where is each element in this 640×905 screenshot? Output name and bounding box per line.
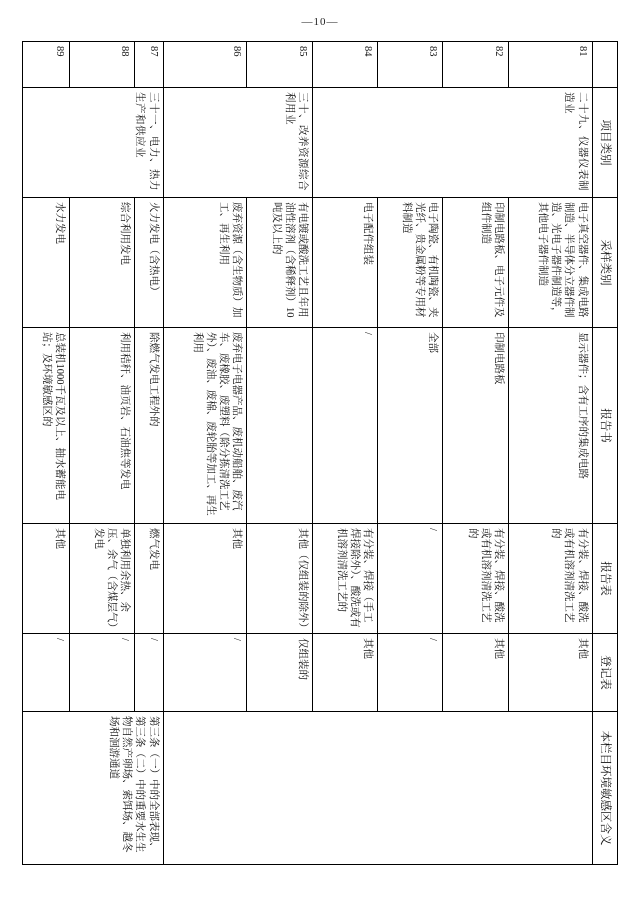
row-number: 87 [135,42,163,88]
report-form-cell: / [378,524,443,634]
row-number: 89 [23,42,70,88]
header-report-book: 报告书 [592,328,617,524]
report-book-cell: 印制电路板 [443,328,508,524]
sampling-category-cell: 电子陶瓷、有机陶瓷、夹光纤、贵金属粉等专用材料制造 [378,198,443,328]
document-table-wrapper [22,41,618,864]
registration-cell: 其他 [312,634,377,712]
report-book-cell: 总装机1000千瓦及以上、抽水蓄能电站；及环境敏感区的 [23,328,70,524]
row-number: 83 [378,42,443,88]
report-book-cell: 全部 [378,328,443,524]
header-registration-form: 登记表 [592,634,617,712]
report-book-cell [247,328,312,524]
report-form-cell: 有分装、焊接、酸洗或有机溶剂清洗工艺的 [443,524,508,634]
project-category-cell: 三十、改养资源综合利用业 [163,88,312,198]
sampling-category-cell: 火力发电（含热电） [135,198,163,328]
table-row [508,42,592,865]
report-form-cell: 有分装、焊接、酸洗或有机溶剂清洗工艺的 [508,524,592,634]
header-report-form: 报告表 [592,524,617,634]
header-sampling-category: 采样类别 [592,198,617,328]
registration-cell: 其他 [443,634,508,712]
report-book-cell: 利用秸秆、油页岩、石油焦等发电 [69,328,134,524]
registration-cell: / [23,634,70,712]
table-header-row [592,42,617,865]
report-book-cell: 废弃电子电器产品、废机动船舶、废汽车、废橡胶、废塑料（除分拣清洗工艺外）、废油、废棉、废轮胎等加工、再生利用 [163,328,247,524]
header-project-category: 项目类别 [592,88,617,198]
report-form-cell: 其他（仅组装的除外） [247,524,312,634]
row-number: 82 [443,42,508,88]
report-form-cell: 燃气发电 [135,524,163,634]
project-category-cell: 二十九、仪器仪表制造业 [312,88,592,198]
sampling-category-cell: 废弃资源（含生物质）加工、再生利用 [163,198,247,328]
row-number: 88 [69,42,134,88]
registration-cell: / [163,634,247,712]
row-number: 85 [247,42,312,88]
sampling-category-cell: 综合利用发电 [69,198,134,328]
sensitive-area-cell [163,712,592,865]
row-number: 81 [508,42,592,88]
report-form-cell: 有分装、焊接（手工焊接除外）、酸洗或有机溶剂清洗工艺的 [312,524,377,634]
registration-cell: / [135,634,163,712]
row-number: 84 [312,42,377,88]
sampling-category-cell: 有电镀或酸洗工艺且年用油性溶剂（含稀释剂）10吨及以上的 [247,198,312,328]
report-book-cell: 除燃气发电工程外的 [135,328,163,524]
rotated-table-container [22,41,618,864]
sampling-category-cell: 电子真空器件、集成电路制造、半导体分立器件制造、光电子器件制造等，其他电子器件制造 [508,198,592,328]
report-form-cell: 其他 [163,524,247,634]
sampling-category-cell: 印制电路板、电子元件及组件制造 [443,198,508,328]
report-book-cell: 显示器件；含有工序的集成电路 [508,328,592,524]
page-number: —10— [301,16,339,28]
report-form-cell: 单独利用余热、余压、余气（含煤层气）发电 [69,524,134,634]
registration-cell: 其他 [508,634,592,712]
header-number [592,42,617,88]
header-sensitive-area: 本栏目环境敏感区含义 [592,712,617,865]
registration-cell: / [69,634,134,712]
project-category-cell: 三十一、电力、热力生产和供应业 [23,88,164,198]
sensitive-area-cell: 第三条（一）中的全部表现、第三条（二）中的重要水生生物自然产卵场、索饵场、越冬场和洄游通道 [23,712,164,865]
row-number: 86 [163,42,247,88]
classification-table [22,41,618,865]
sampling-category-cell: 水力发电 [23,198,70,328]
registration-cell: / [378,634,443,712]
report-book-cell: / [312,328,377,524]
table-row [135,42,163,865]
registration-cell: 仅组装的 [247,634,312,712]
report-form-cell: 其他 [23,524,70,634]
sampling-category-cell: 电子配件组装 [312,198,377,328]
